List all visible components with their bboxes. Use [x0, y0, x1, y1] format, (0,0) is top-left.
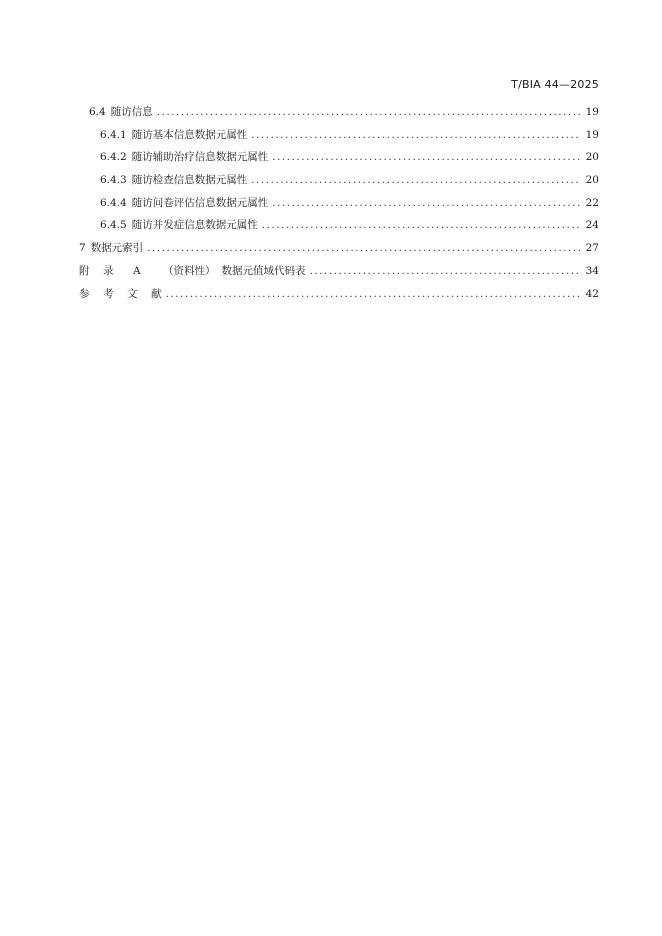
toc-entry-label — [79, 263, 306, 278]
toc-entry-6-4[interactable] — [79, 104, 599, 127]
toc-entry-6-4-1[interactable] — [79, 127, 599, 150]
appendix-letter: A — [133, 264, 141, 277]
references-label-char: 献 — [151, 287, 162, 300]
dot-leader — [251, 174, 581, 186]
toc-entry-appendix-a[interactable] — [79, 263, 599, 286]
toc-entry-number: 6.4.2 — [100, 151, 127, 164]
toc-entry-label — [89, 104, 153, 119]
toc-entry-number: 6.4.3 — [100, 174, 127, 187]
appendix-label-char: 附 — [79, 264, 90, 277]
toc-entry-label — [100, 217, 258, 232]
toc-entry-label — [100, 127, 247, 142]
document-code-header: T/BIA 44—2025 — [511, 78, 599, 91]
toc-entry-title: 随访检查信息数据元属性 — [131, 174, 248, 187]
toc-entry-page: 20 — [585, 151, 599, 164]
dot-leader — [272, 151, 581, 163]
toc-entry-title: 随访辅助治疗信息数据元属性 — [131, 151, 269, 164]
toc-entry-title: 随访问卷评估信息数据元属性 — [131, 196, 269, 209]
dot-leader — [272, 197, 581, 209]
toc-entry-6-4-2[interactable] — [79, 149, 599, 172]
toc-entry-page: 20 — [585, 174, 599, 187]
appendix-note: （资料性） — [163, 264, 216, 277]
toc-entry-6-4-3[interactable] — [79, 172, 599, 195]
toc-entry-page: 19 — [585, 106, 599, 118]
dot-leader — [166, 288, 582, 300]
toc-entry-references[interactable] — [79, 286, 599, 309]
dot-leader — [310, 265, 582, 277]
dot-leader — [147, 242, 581, 254]
toc-entry-6-4-4[interactable] — [79, 195, 599, 218]
toc-entry-page: 19 — [585, 128, 599, 141]
toc-entry-title: 随访基本信息数据元属性 — [131, 128, 248, 141]
toc-entry-title: 数据元值域代码表 — [221, 264, 306, 277]
toc-entry-number: 6.4 — [89, 106, 106, 118]
appendix-label-char: 录 — [103, 264, 114, 277]
toc-entry-number: 6.4.4 — [100, 196, 127, 209]
table-of-contents — [79, 104, 599, 308]
toc-entry-6-4-5[interactable] — [79, 217, 599, 240]
toc-entry-title: 数据元索引 — [90, 242, 144, 255]
dot-leader — [262, 219, 581, 231]
toc-entry-page: 42 — [585, 287, 599, 300]
references-label-char: 考 — [103, 287, 114, 300]
toc-entry-page: 27 — [585, 242, 599, 255]
toc-entry-label — [79, 286, 162, 301]
toc-entry-label — [100, 172, 247, 187]
toc-entry-label — [100, 195, 268, 210]
toc-entry-label — [79, 240, 143, 255]
references-label-char: 参 — [79, 287, 90, 300]
toc-entry-number: 7 — [79, 242, 86, 255]
dot-leader — [157, 106, 581, 118]
toc-entry-title: 随访信息 — [110, 106, 153, 118]
references-label-char: 文 — [127, 287, 138, 300]
toc-entry-page: 22 — [585, 196, 599, 209]
toc-entry-7[interactable] — [79, 240, 599, 263]
toc-entry-page: 34 — [585, 264, 599, 277]
toc-entry-number: 6.4.5 — [100, 219, 127, 232]
toc-entry-title: 随访并发症信息数据元属性 — [131, 219, 258, 232]
toc-entry-label — [100, 149, 268, 164]
toc-entry-number: 6.4.1 — [100, 128, 127, 141]
dot-leader — [251, 129, 581, 141]
toc-entry-page: 24 — [585, 219, 599, 232]
